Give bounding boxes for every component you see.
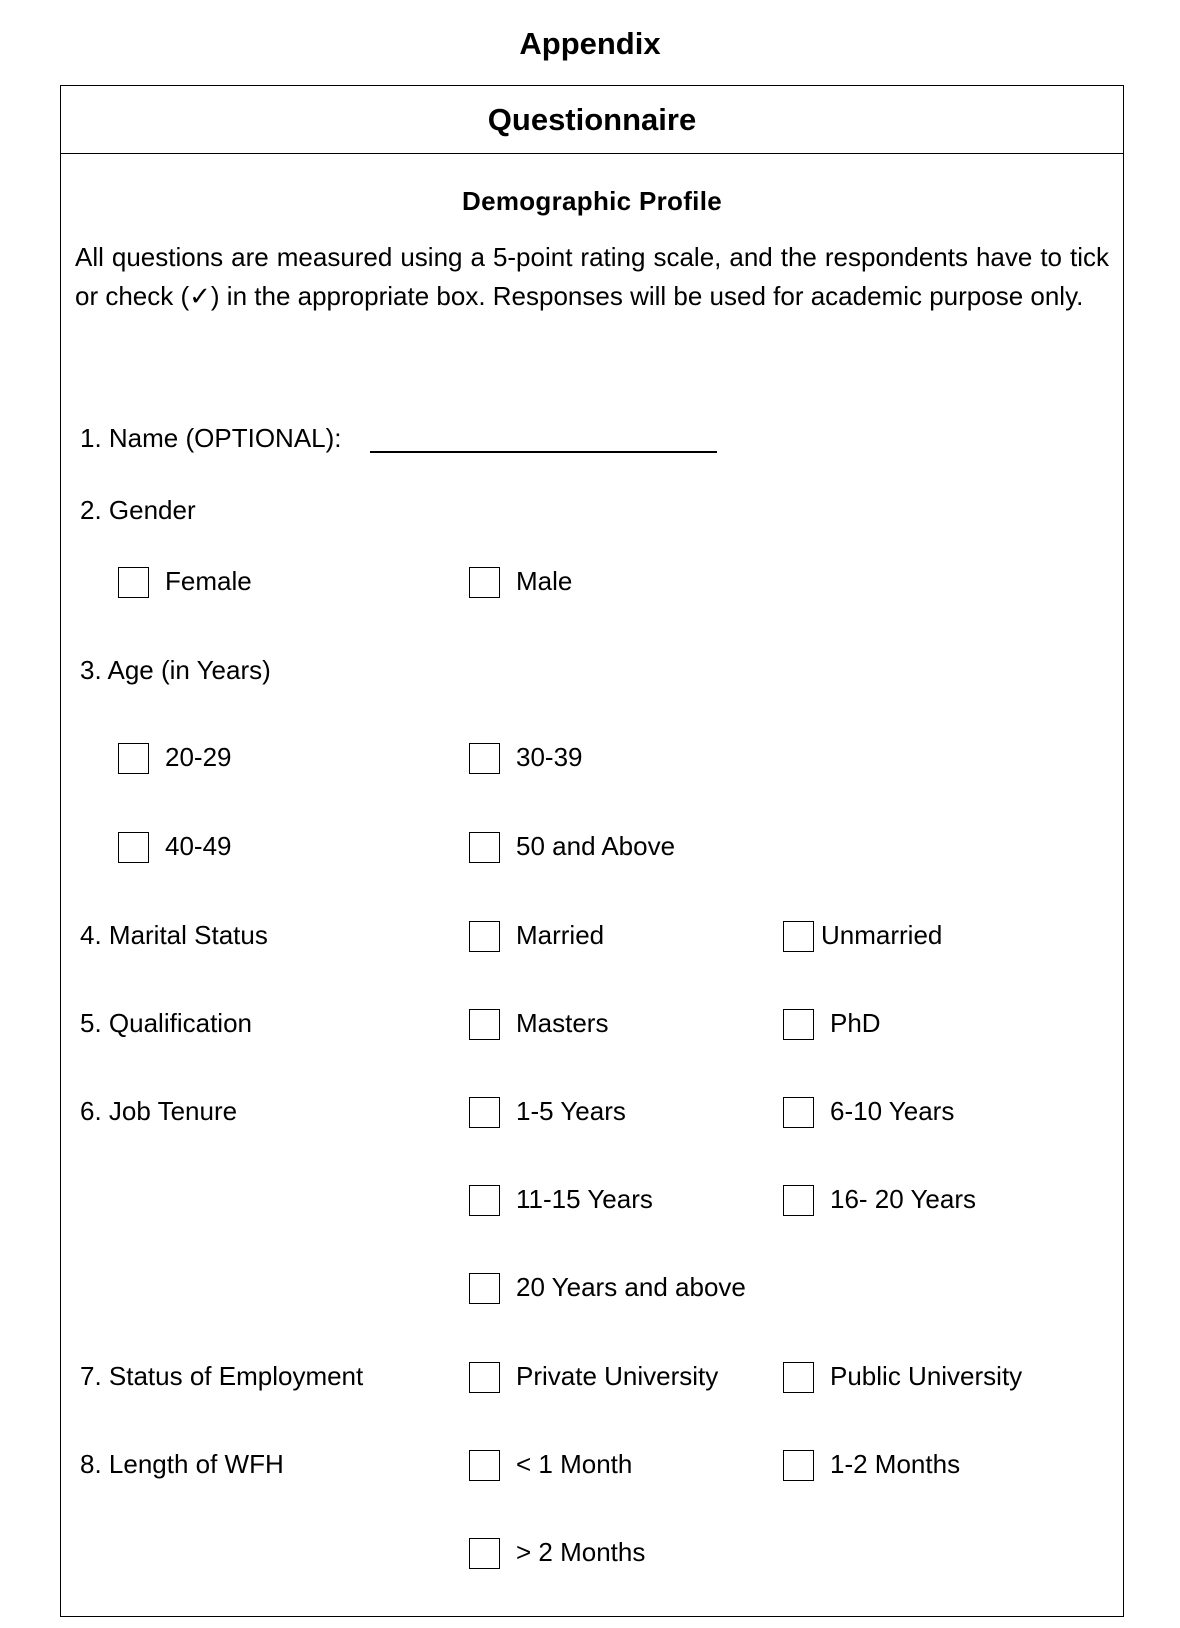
- checkbox-tenure-6-10[interactable]: [783, 1097, 814, 1128]
- checkbox-wfh-less-1-month[interactable]: [469, 1450, 500, 1481]
- option-married-label: Married: [516, 920, 605, 950]
- checkbox-age-40-49[interactable]: [118, 832, 149, 863]
- checkbox-male[interactable]: [469, 567, 500, 598]
- option-phd-label: PhD: [830, 1008, 881, 1038]
- checkbox-age-20-29[interactable]: [118, 743, 149, 774]
- checkbox-public-university[interactable]: [783, 1362, 814, 1393]
- checkbox-wfh-more-2-months[interactable]: [469, 1538, 500, 1569]
- checkbox-age-50-above[interactable]: [469, 832, 500, 863]
- checkbox-tenure-1-5[interactable]: [469, 1097, 500, 1128]
- checkbox-phd[interactable]: [783, 1009, 814, 1040]
- option-tenure-1-5-label: 1-5 Years: [516, 1096, 626, 1126]
- section-title: Demographic Profile: [462, 186, 722, 216]
- questionnaire-title: Questionnaire: [61, 86, 1123, 154]
- question-qualification-label: 5. Qualification: [80, 1008, 252, 1038]
- checkbox-age-30-39[interactable]: [469, 743, 500, 774]
- option-age-30-39-label: 30-39: [516, 742, 583, 772]
- option-age-50-above-label: 50 and Above: [516, 831, 676, 861]
- option-tenure-11-15-label: 11-15 Years: [516, 1184, 653, 1214]
- option-tenure-6-10-label: 6-10 Years: [830, 1096, 955, 1126]
- option-private-university-label: Private University: [516, 1361, 719, 1391]
- option-wfh-1-2-months-label: 1-2 Months: [830, 1449, 961, 1479]
- option-wfh-more-2-months-label: > 2 Months: [516, 1537, 646, 1567]
- option-masters-label: Masters: [516, 1008, 609, 1038]
- option-tenure-20-above-label: 20 Years and above: [516, 1272, 746, 1302]
- question-employment-status-label: 7. Status of Employment: [80, 1361, 364, 1391]
- option-public-university-label: Public University: [830, 1361, 1023, 1391]
- checkbox-masters[interactable]: [469, 1009, 500, 1040]
- option-tenure-16-20-label: 16- 20 Years: [830, 1184, 977, 1214]
- checkbox-private-university[interactable]: [469, 1362, 500, 1393]
- checkbox-tenure-11-15[interactable]: [469, 1185, 500, 1216]
- question-marital-status-label: 4. Marital Status: [80, 920, 268, 950]
- question-gender-label: 2. Gender: [80, 495, 196, 525]
- name-input-line[interactable]: [370, 451, 717, 453]
- option-age-20-29-label: 20-29: [165, 742, 232, 772]
- option-unmarried-label: Unmarried: [821, 920, 943, 950]
- appendix-title: Appendix: [519, 26, 661, 61]
- checkbox-wfh-1-2-months[interactable]: [783, 1450, 814, 1481]
- option-wfh-less-1-month-label: < 1 Month: [516, 1449, 633, 1479]
- instructions-text: All questions are measured using a 5-point rating scale, and the respondents have to tick or check (✓) in the appropriate box. Responses will be used for academic purpose only.: [75, 242, 1109, 311]
- option-male-label: Male: [516, 566, 573, 596]
- option-age-40-49-label: 40-49: [165, 831, 232, 861]
- question-job-tenure-label: 6. Job Tenure: [80, 1096, 238, 1126]
- question-wfh-length-label: 8. Length of WFH: [80, 1449, 284, 1479]
- question-age-label: 3. Age (in Years): [80, 655, 271, 685]
- checkbox-married[interactable]: [469, 921, 500, 952]
- checkbox-unmarried[interactable]: [783, 921, 814, 952]
- checkbox-tenure-20-above[interactable]: [469, 1273, 500, 1304]
- checkbox-tenure-16-20[interactable]: [783, 1185, 814, 1216]
- checkbox-female[interactable]: [118, 567, 149, 598]
- option-female-label: Female: [165, 566, 252, 596]
- question-name-label: 1. Name (OPTIONAL):: [80, 423, 342, 453]
